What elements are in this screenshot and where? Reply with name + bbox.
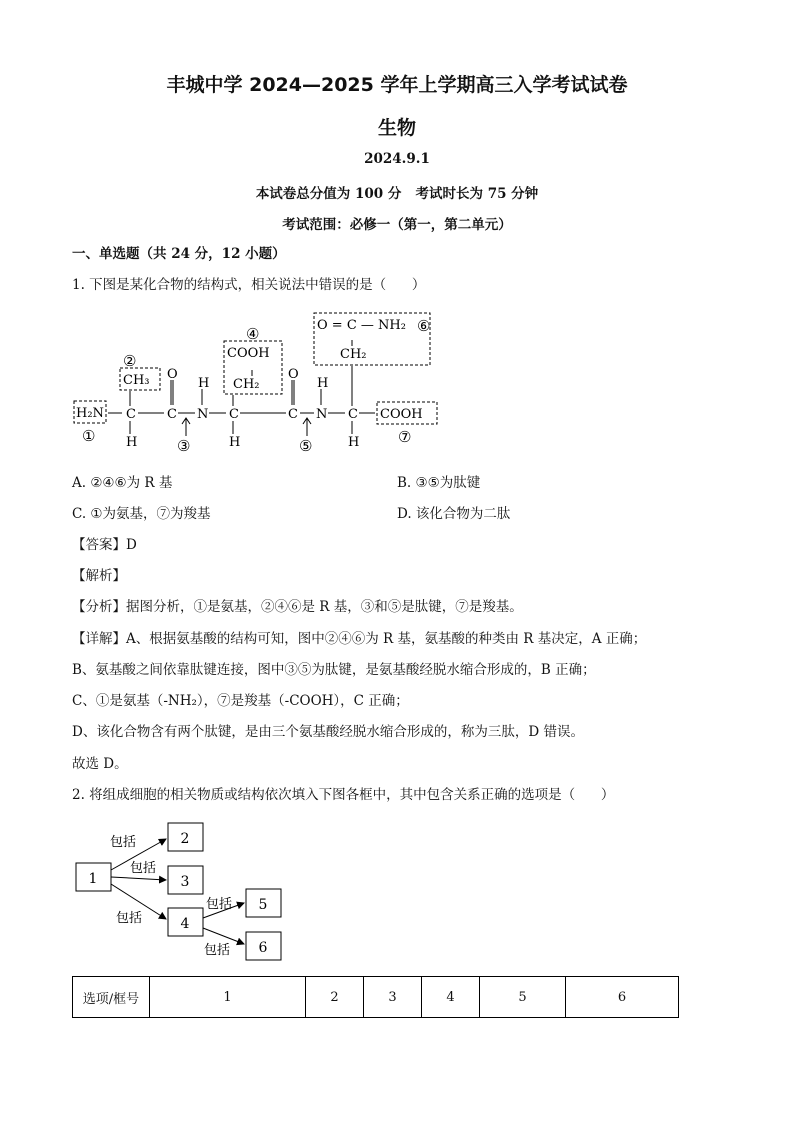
subject-title: 生物 [377,117,416,139]
terminal-carboxyl-label: COOH [380,407,423,422]
box-4-label: 4 [180,916,190,932]
exam-title: 丰城中学 2024—2025 学年上学期高三入学考试试卷 [166,74,628,96]
box-2-label: 2 [180,831,190,847]
carbonyl-carbon-1: C [167,407,177,422]
carboxyl-r-label: COOH [227,346,270,361]
table-header-cell: 4 [422,977,480,1018]
alpha-carbon-1: C [126,407,136,422]
q1-detail-c: C、①是氨基（-NH₂），⑦是羧基（-COOH），C 正确； [72,693,409,709]
box-3-label: 3 [180,874,190,890]
q1-option-d: D. 该化合物为二肽 [397,506,511,522]
box-1-label: 1 [88,871,98,887]
methylene-r6-label: CH₂ [340,347,367,362]
alpha-carbon-2: C [229,407,239,422]
marker-7: ⑦ [398,428,412,446]
edge-label: 包括 [206,897,233,912]
edge-label: 包括 [116,911,143,926]
marker-4: ④ [246,325,260,343]
exam-scope: 考试范围：必修一（第一，第二单元） [282,217,512,233]
q1-option-a: A. ②④⑥为 R 基 [72,475,173,491]
amino-group-label: H₂N [76,406,104,421]
alpha-carbon-3: C [348,407,358,422]
hydrogen-atom: H [229,435,241,450]
arrow-4-to-6 [203,928,244,944]
arrow-1-to-3 [111,877,166,880]
table-header-cell: 5 [480,977,566,1018]
hydrogen-atom: H [126,435,138,450]
edge-label: 包括 [204,943,231,958]
q1-detail-b: B、氨基酸之间依靠肽键连接，图中③⑤为肽键，是氨基酸经脱水缩合形成的，B 正确； [72,662,596,678]
q1-detail-a: 【详解】A、根据氨基酸的结构可知，图中②④⑥为 R 基，氨基酸的种类由 R 基决定，A 正确； [72,631,647,647]
marker-3: ③ [177,437,191,455]
marker-1: ① [82,427,96,445]
q1-detail-d: D、该化合物含有两个肽键，是由三个氨基酸经脱水缩合形成的，称为三肽，D 错误。 [72,724,584,740]
table-header-cell: 选项/框号 [73,977,150,1018]
table-header-cell: 6 [566,977,679,1018]
q2-hierarchy-diagram [70,818,300,968]
amide-group-label: O = C — NH₂ [317,318,406,333]
methylene-r4-label: CH₂ [233,377,260,392]
q2-stem: 2. 将组成细胞的相关物质或结构依次填入下图各框中，其中包含关系正确的选项是（ ） [72,787,615,803]
amide-nitrogen-2: N [316,407,328,422]
marker-2: ② [123,352,137,370]
oxygen-atom: O [167,367,178,382]
marker-5: ⑤ [299,437,313,455]
q1-answer: 【答案】D [72,537,137,553]
edge-label: 包括 [130,861,157,876]
carbonyl-carbon-2: C [288,407,298,422]
edge-label: 包括 [110,835,137,850]
exam-info: 本试卷总分值为 100 分 考试时长为 75 分钟 [255,186,539,202]
amide-nitrogen-1: N [197,407,209,422]
q1-option-b: B. ③⑤为肽键 [397,475,481,491]
table-header-cell: 1 [150,977,306,1018]
oxygen-atom: O [288,367,299,382]
q1-stem: 1. 下图是某化合物的结构式，相关说法中错误的是（ ） [72,277,426,293]
box-5-label: 5 [258,897,268,913]
marker-6: ⑥ [417,317,431,335]
table-row [73,977,679,1018]
q1-analysis: 【分析】据图分析，①是氨基，②④⑥是 R 基，③和⑤是肽键，⑦是羧基。 [72,599,523,615]
q1-structure-diagram [70,310,450,460]
q1-conclusion: 故选 D。 [72,756,128,772]
hydrogen-atom: H [348,435,360,450]
hydrogen-atom: H [198,376,210,391]
section-heading: 一、单选题（共 24 分，12 小题） [72,246,286,262]
q1-analysis-label: 【解析】 [72,568,126,584]
table-header-cell: 3 [364,977,422,1018]
table-header-cell: 2 [306,977,364,1018]
q2-options-table [72,976,679,1018]
exam-date: 2024.9.1 [364,151,430,167]
q1-option-c: C. ①为氨基，⑦为羧基 [72,506,211,522]
hydrogen-atom: H [317,376,329,391]
box-6-label: 6 [258,940,268,956]
methyl-group-label: CH₃ [123,373,150,388]
